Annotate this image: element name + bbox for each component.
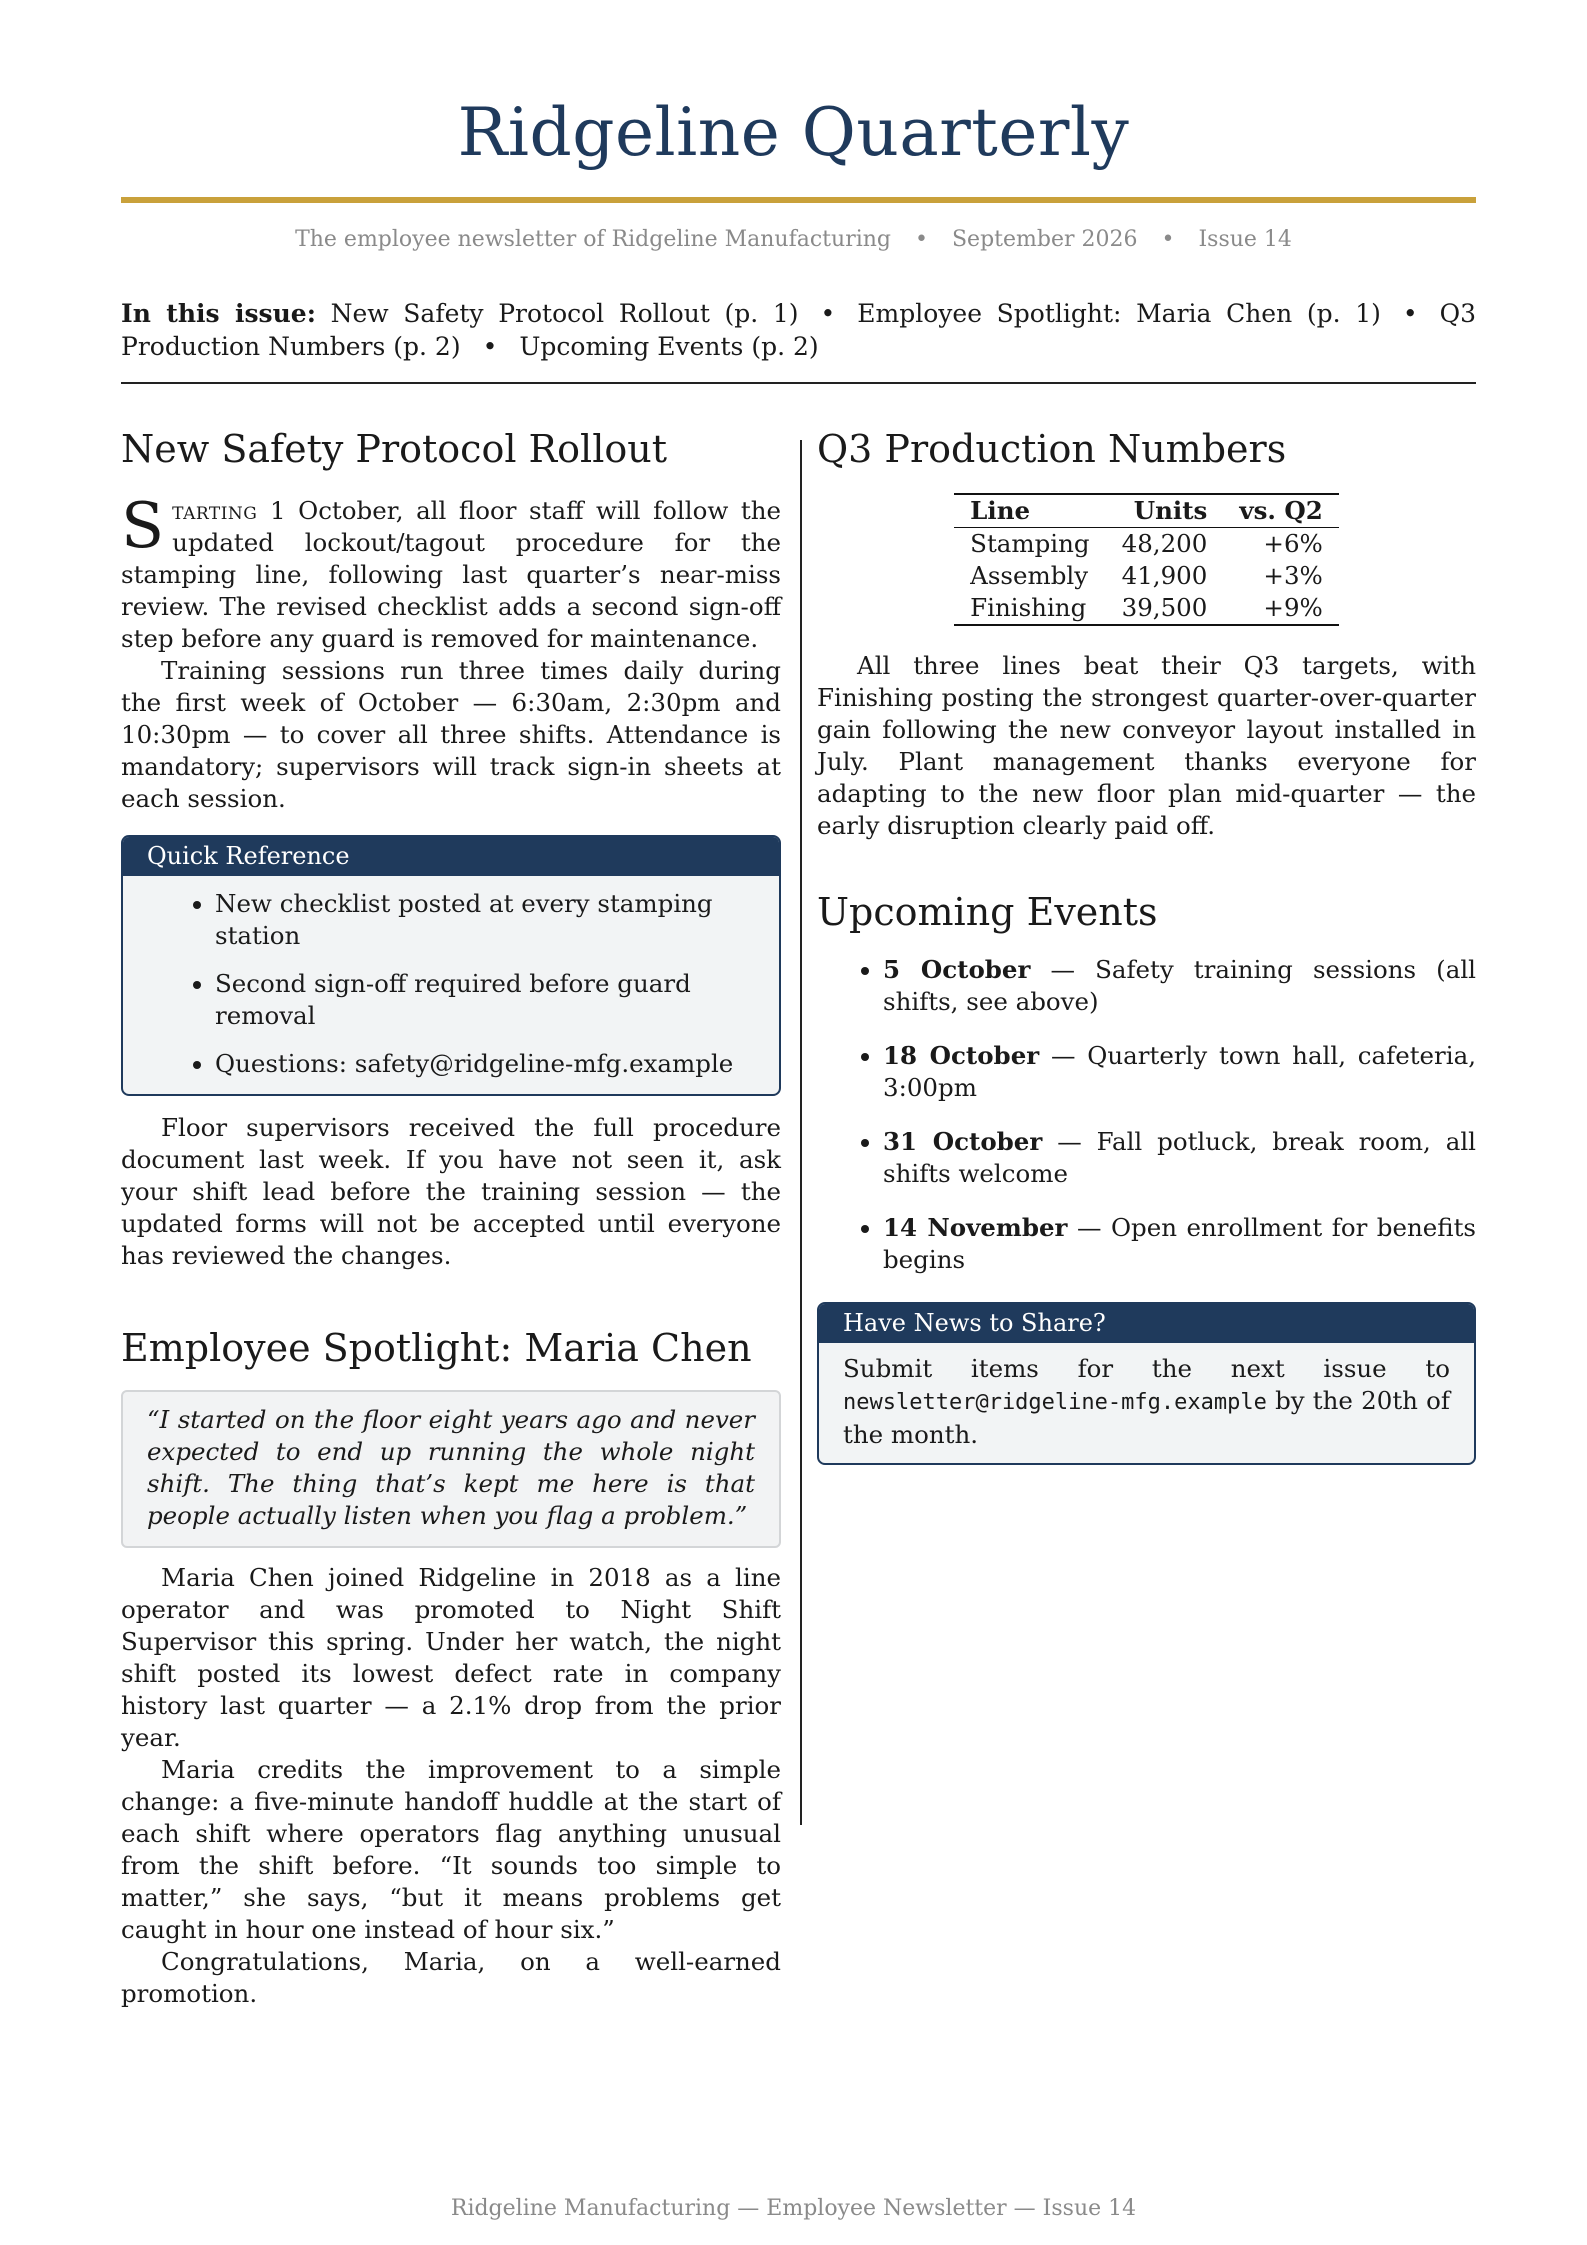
spotlight-quote: “I started on the floor eight years ago and never expected to end up running the whole night shift. The thing that’s kept me here is that people actually listen when you flag a problem.” [147,1405,755,1530]
table-cell: Finishing [954,592,1105,625]
column-header: vs. Q2 [1223,494,1338,528]
separator-bullet: • [482,332,498,361]
event-description: — Safety training sessions (all shifts, see above) [883,955,1477,1016]
table-of-contents [121,297,1476,363]
safety-paragraph-1 [121,489,781,655]
publication-name: The employee newsletter of Ridgeline Manufacturing [295,227,891,252]
spotlight-heading: Employee Spotlight: Maria Chen [121,1326,752,1370]
events-list [817,954,1476,1276]
masthead-subline [0,227,1587,252]
separator-bullet: • [820,299,836,328]
issue-number: Issue 14 [1198,227,1292,252]
separator-bullet: • [1161,227,1175,252]
table-cell: 41,900 [1121,561,1208,590]
events-heading: Upcoming Events [817,890,1158,934]
news-submission-box [817,1302,1476,1465]
spotlight-quote-box [121,1390,781,1548]
production-heading: Q3 Production Numbers [817,427,1287,471]
lead-smallcaps: tarting [172,496,258,525]
event-date: 18 October [883,1041,1040,1070]
table-row [954,592,1339,625]
event-item [883,1126,1476,1190]
contents-item: New Safety Protocol Rollout (p. 1) [330,299,799,328]
contents-item: Q3 Production Numbers (p. 2) [121,299,1477,361]
table-row [954,560,1339,592]
right-column [817,425,1476,1465]
event-date: 14 November [883,1213,1068,1242]
contents-label: In this issue: [121,299,316,328]
table-row [954,528,1339,561]
event-date: 5 October [883,955,1031,984]
table-cell: 39,500 [1106,592,1224,625]
separator-bullet: • [915,227,928,252]
production-table [954,493,1339,626]
issue-date: September 2026 [951,227,1138,252]
spotlight-paragraph-3: Congratulations, Maria, on a well-earned promotion. [121,1947,781,2008]
spotlight-paragraph-2: Maria credits the improvement to a simple change: a five-minute handoff huddle at the start of each shift where operators flag anything unusual from the shift before. “It sounds too simple to matter,” she says, “but it means problems get caught in hour one instead of hour six.” [121,1755,781,1944]
production-paragraph: All three lines beat their Q3 targets, with Finishing posting the strongest quarter-over-quarter gain following the new conveyor layout installed in July. Plant management thanks everyone for adapting to the new floor plan mid-quarter — the early disruption clearly paid off. [817,651,1476,840]
table-cell: 48,200 [1121,529,1208,558]
table-header-row [954,494,1339,528]
table-cell: +3% [1263,561,1323,590]
event-item [883,954,1476,1018]
quick-reference-box [121,835,781,1096]
event-description: — Quarterly town hall, cafeteria, 3:00pm [883,1041,1476,1102]
event-description: — Fall potluck, break room, all shifts welcome [883,1127,1476,1188]
left-column [121,425,781,2010]
safety-paragraph-2: Training sessions run three times daily during the first week of October — 6:30am, 2:30pm and 10:30pm — to cover all three shifts. Attendance is mandatory; supervisors will track sign-in sheets at each session. [121,656,781,813]
table-cell: Assembly [970,561,1089,590]
quick-reference-list [123,876,779,1094]
event-date: 31 October [883,1127,1043,1156]
column-header: Units [1106,494,1224,528]
news-box-text: Submit items for the next issue to [843,1354,1450,1383]
event-item [883,1212,1476,1276]
page-footer: Ridgeline Manufacturing — Employee Newsletter — Issue 14 [450,2196,1137,2221]
event-description: — Open enrollment for benefits begins [883,1213,1476,1274]
list-item: • Second sign-off required before guard removal [215,968,755,1032]
contents-item: Employee Spotlight: Maria Chen (p. 1) [857,299,1381,328]
table-cell: Stamping [970,529,1090,558]
masthead-title: Ridgeline Quarterly [457,94,1130,171]
drop-cap: S [121,489,165,562]
news-box-title: Have News to Share? [819,1304,1474,1343]
news-box-body [819,1343,1474,1463]
safety-paragraph-1-text: 1 October, all floor staff will follow the updated lockout/tagout procedure for the stamping line, following last quarter’s near-miss review. The revised checklist adds a second sign-off step before any guard is removed for maintenance. [121,496,781,653]
quick-reference-title: Quick Reference [123,837,779,876]
contents-item: Upcoming Events (p. 2) [519,332,819,361]
column-divider [800,440,802,1825]
table-cell: +6% [1263,529,1323,558]
header-rule [121,382,1476,384]
newsletter-email-link[interactable]: newsletter@ridgeline-mfg.example [843,1390,1267,1415]
column-header: Line [954,494,1105,528]
masthead-gold-rule [121,197,1476,203]
news-box-text: by the 20th of the month. [843,1386,1450,1449]
spotlight-paragraph-1: Maria Chen joined Ridgeline in 2018 as a line operator and was promoted to Night Shift Supervisor this spring. Under her watch, the night shift posted its lowest defect rate in company history last quarter — a 2.1% drop from the prior year. [121,1563,781,1752]
table-cell: +9% [1223,592,1338,625]
event-item [883,1040,1476,1104]
safety-heading: New Safety Protocol Rollout [121,427,667,471]
list-item: • New checklist posted at every stamping station [215,888,755,952]
list-item: • Questions: safety@ridgeline-mfg.example [215,1048,755,1080]
safety-paragraph-3: Floor supervisors received the full procedure document last week. If you have not seen it, ask your shift lead before the training session — the updated forms will not be accepted until everyone has reviewed the changes. [121,1113,781,1270]
separator-bullet: • [1402,299,1418,328]
